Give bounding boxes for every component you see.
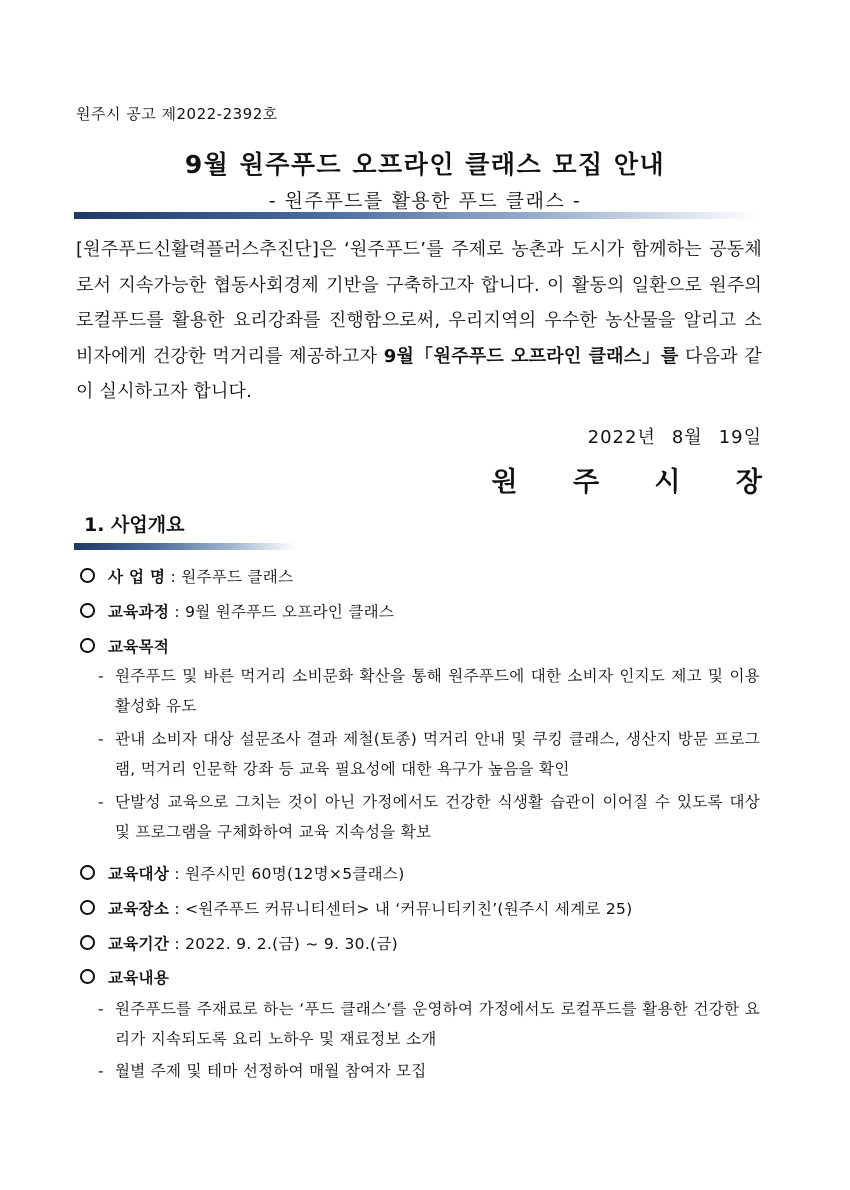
circle-bullet-icon [80, 900, 95, 915]
dash-bullet: - [98, 730, 104, 748]
item-content [80, 966, 169, 988]
purpose-item-3 [98, 788, 760, 847]
circle-bullet-icon [80, 935, 95, 950]
notice-number: 원주시 공고 제2022-2392호 [76, 105, 278, 123]
content-item-1 [98, 995, 760, 1054]
date-month: 8월 [671, 427, 703, 448]
purpose-text: 관내 소비자 대상 설문조사 결과 제철(토종) 먹거리 안내 및 쿠킹 클래스, 생산지 방문 프로그램, 먹거리 인문학 강좌 등 교육 필요성에 대한 욕구가 높음을 확인 [115, 730, 760, 778]
item-value: : 9월 원주푸드 오프라인 클래스 [169, 603, 395, 621]
item-label: 사 업 명 [108, 568, 166, 586]
purpose-item-1 [98, 662, 760, 721]
item-purpose [80, 635, 169, 657]
content-text: 원주푸드를 주재료로 하는 ‘푸드 클래스’를 운영하여 가정에서도 로컬푸드를 활용한 건강한 요리가 지속되도록 요리 노하우 및 재료정보 소개 [115, 1000, 760, 1048]
circle-bullet-icon [80, 568, 95, 583]
intro-bold-text: 9월「원주푸드 오프라인 클래스」를 [383, 345, 679, 367]
item-value: : 원주푸드 클래스 [165, 568, 294, 586]
content-item-2 [98, 1057, 760, 1087]
intro-paragraph [76, 232, 762, 410]
dash-bullet: - [98, 793, 104, 811]
item-value: : <원주푸드 커뮤니티센터> 내 ‘커뮤니티키친’(원주시 세계로 25) [169, 900, 633, 918]
date-day: 19일 [718, 427, 762, 448]
announcement-date [588, 423, 762, 449]
document-title: 9월 원주푸드 오프라인 클래스 모집 안내 [184, 150, 666, 179]
document-subtitle: - 원주푸드를 활용한 푸드 클래스 - [268, 190, 582, 212]
signer-name: 원 주 시 장 [491, 467, 785, 498]
intro-text-end: 다음과 같이 실시하고자 합니다. [76, 345, 762, 402]
circle-bullet-icon [80, 638, 95, 653]
purpose-text: 단발성 교육으로 그치는 것이 아닌 가정에서도 건강한 식생활 습관이 이어질 수 있도록 대상 및 프로그램을 구체화하여 교육 지속성을 확보 [115, 793, 760, 841]
item-label: 교육목적 [108, 638, 170, 656]
item-period [80, 932, 398, 954]
purpose-text: 원주푸드 및 바른 먹거리 소비문화 확산을 통해 원주푸드에 대한 소비자 인지도 제고 및 이용 활성화 유도 [115, 667, 760, 715]
item-label: 교육과정 [108, 603, 170, 621]
item-label: 교육내용 [108, 969, 170, 987]
dash-bullet: - [98, 667, 104, 685]
content-text: 월별 주제 및 테마 선정하여 매월 참여자 모집 [115, 1062, 427, 1080]
item-business-name [80, 565, 293, 587]
section-underline [74, 543, 296, 550]
intro-text: [원주푸드신활력플러스추진단]은 ‘원주푸드’를 주제로 농촌과 도시가 함께하는 공동체로서 지속가능한 협동사회경제 기반을 구축하고자 합니다. 이 활동의 일환으로 원주의 로컬푸드를 활용한 요리강좌를 진행함으로써, 우리지역의 우수한 농산물을 알리고 소비자에게 건강한 먹거리를 제공하고자 [76, 239, 762, 367]
purpose-item-2 [98, 725, 760, 784]
item-target [80, 862, 405, 884]
dash-bullet: - [98, 1000, 104, 1018]
section-heading: 1. 사업개요 [84, 514, 185, 536]
circle-bullet-icon [80, 865, 95, 880]
item-value: : 2022. 9. 2.(금) ~ 9. 30.(금) [169, 935, 399, 953]
dash-bullet: - [98, 1062, 104, 1080]
item-label: 교육대상 [108, 865, 170, 883]
item-place [80, 897, 633, 919]
date-year: 2022년 [587, 427, 656, 448]
item-label: 교육기간 [108, 935, 170, 953]
circle-bullet-icon [80, 603, 95, 618]
title-underline [74, 212, 760, 219]
item-value: : 원주시민 60명(12명×5클래스) [169, 865, 405, 883]
item-course [80, 600, 394, 622]
circle-bullet-icon [80, 969, 95, 984]
item-label: 교육장소 [108, 900, 170, 918]
